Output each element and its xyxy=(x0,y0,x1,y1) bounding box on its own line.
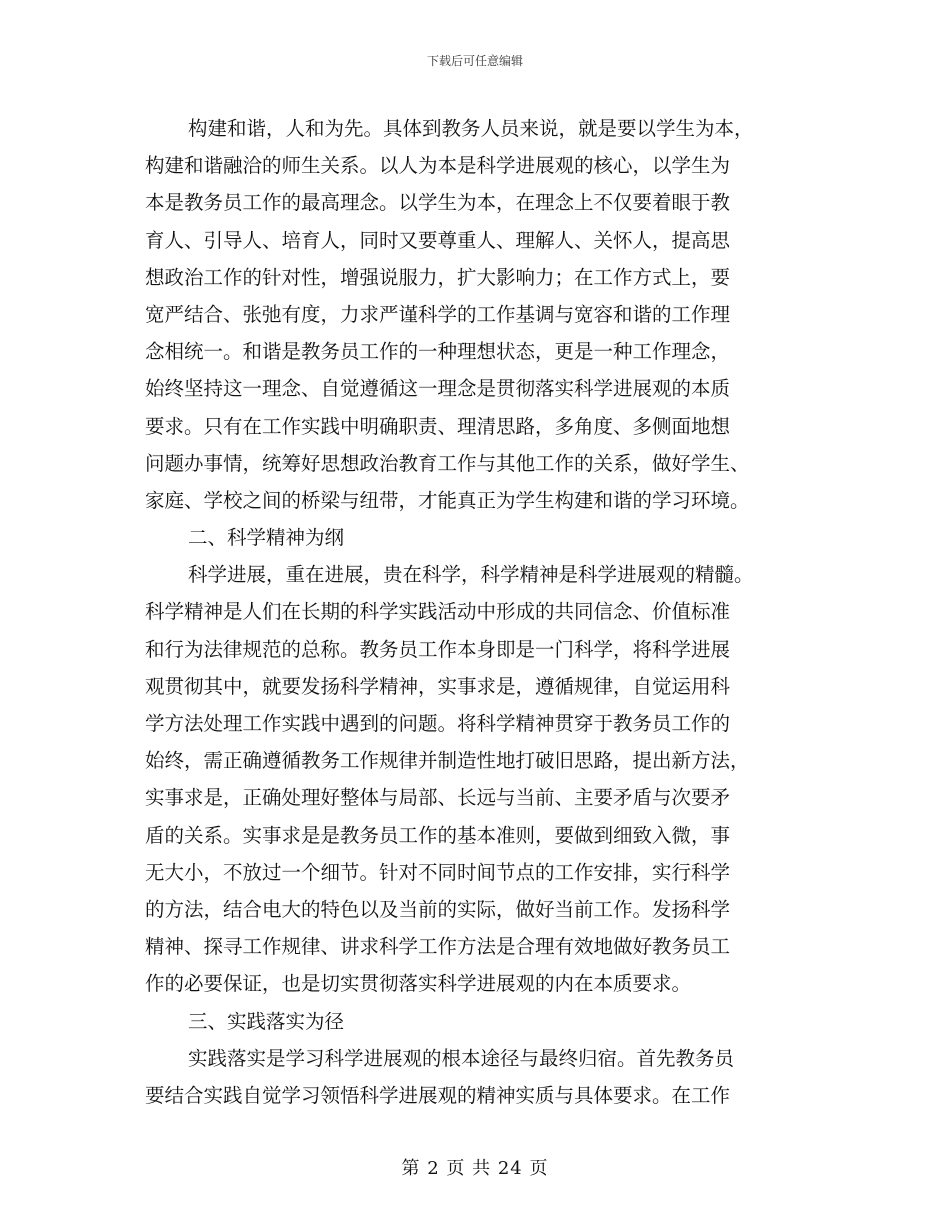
text-line: 育人、引导人、培育人，同时又要尊重人、理解人、关怀人，提高思 xyxy=(145,228,731,252)
text-line: 构建和谐融洽的师生关系。以人为本是科学进展观的核心，以学生为 xyxy=(145,154,731,178)
section-heading: 三、实践落实为径 xyxy=(188,1009,345,1033)
text-line: 科学精神是人们在长期的科学实践活动中形成的共同信念、价值标准 xyxy=(145,600,731,624)
text-line: 的方法，结合电大的特色以及当前的实际，做好当前工作。发扬科学 xyxy=(145,897,731,921)
page-header: 下载后可任意编辑 xyxy=(426,54,523,68)
text-line: 作的必要保证，也是切实贯彻落实科学进展观的内在本质要求。 xyxy=(145,972,692,996)
text-line: 要结合实践自觉学习领悟科学进展观的精神实质与具体要求。在工作 xyxy=(145,1083,731,1107)
page-footer: 第 2 页 共 24 页 xyxy=(401,1158,549,1179)
text-line: 想政治工作的针对性，增强说服力，扩大影响力；在工作方式上，要 xyxy=(145,265,731,289)
text-line: 实事求是，正确处理好整体与局部、长远与当前、主要矛盾与次要矛 xyxy=(145,786,731,810)
section-heading: 二、科学精神为纲 xyxy=(188,526,345,550)
text-line: 始终，需正确遵循教务工作规律并制造性地打破旧思路，提出新方法， xyxy=(145,749,750,773)
text-line: 学方法处理工作实践中遇到的问题。将科学精神贯穿于教务员工作的 xyxy=(145,712,731,735)
text-line: 科学进展，重在进展，贵在科学，科学精神是科学进展观的精髓。 xyxy=(188,563,754,587)
text-line: 问题办事情，统筹好思想政治教育工作与其他工作的关系，做好学生、 xyxy=(145,451,750,475)
text-line: 要求。只有在工作实践中明确职责、理清思路，多角度、多侧面地想 xyxy=(145,414,731,438)
text-line: 宽严结合、张弛有度，力求严谨科学的工作基调与宽容和谐的工作理 xyxy=(145,302,731,326)
text-line: 盾的关系。实事求是是教务员工作的基本准则，要做到细致入微，事 xyxy=(145,823,731,847)
text-line: 无大小，不放过一个细节。针对不同时间节点的工作安排，实行科学 xyxy=(145,860,731,884)
text-line: 和行为法律规范的总称。教务员工作本身即是一门科学，将科学进展 xyxy=(145,637,731,661)
text-line: 家庭、学校之间的桥梁与纽带，才能真正为学生构建和谐的学习环境。 xyxy=(145,488,750,512)
text-line: 精神、探寻工作规律、讲求科学工作方法是合理有效地做好教务员工 xyxy=(145,935,731,959)
text-line: 念相统一。和谐是教务员工作的一种理想状态，更是一种工作理念， xyxy=(145,340,731,364)
text-line: 实践落实是学习科学进展观的根本途径与最终归宿。首先教务员 xyxy=(188,1046,735,1070)
text-line: 构建和谐，人和为先。具体到教务人员来说，就是要以学生为本， xyxy=(188,117,754,140)
document-body xyxy=(145,110,805,1114)
text-line: 本是教务员工作的最高理念。以学生为本，在理念上不仅要着眼于教 xyxy=(145,191,731,215)
text-line: 观贯彻其中，就要发扬科学精神，实事求是，遵循规律，自觉运用科 xyxy=(145,674,731,698)
text-line: 始终坚持这一理念、自觉遵循这一理念是贯彻落实科学进展观的本质 xyxy=(145,377,731,401)
